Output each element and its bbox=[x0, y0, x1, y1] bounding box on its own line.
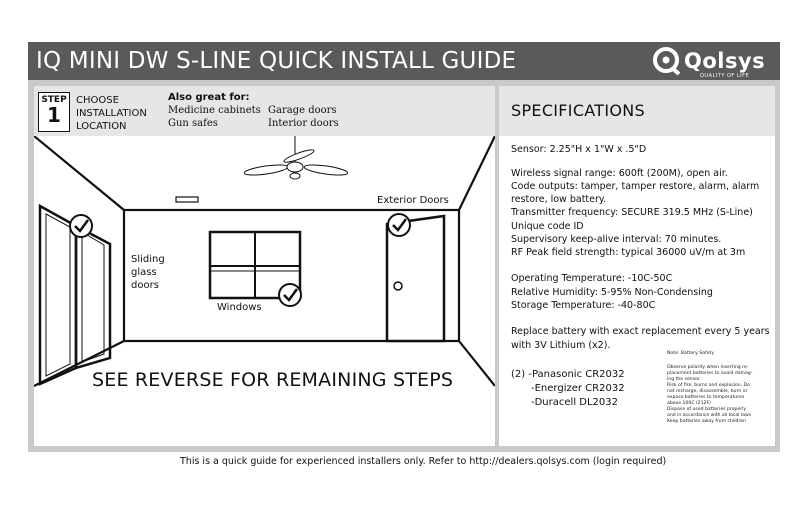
check-icon bbox=[279, 284, 301, 306]
windows-label: Windows bbox=[217, 302, 262, 313]
battery-safety-line: ing the sensor. bbox=[667, 377, 701, 382]
spec-line: Unique code ID bbox=[511, 221, 584, 232]
spec-line: Code outputs: tamper, tamper restore, alarm, alarm bbox=[511, 181, 760, 192]
reverse-notice: SEE REVERSE FOR REMAINING STEPS bbox=[92, 369, 454, 391]
check-icon bbox=[388, 214, 410, 236]
ceiling-fan-icon bbox=[244, 136, 349, 179]
battery-safety-line: expose batteries to temperatures bbox=[667, 395, 745, 400]
battery-safety-line: Dispose of used batteries properly bbox=[667, 407, 747, 412]
step-title: CHOOSE INSTALLATION LOCATION bbox=[76, 95, 147, 132]
battery-safety-line: Observe polarity when inserting re- bbox=[667, 365, 749, 370]
room-illustration bbox=[34, 136, 495, 446]
spec-line: Wireless signal range: 600ft (200M), open air. bbox=[511, 168, 728, 179]
spec-line: Supervisory keep-alive interval: 70 minutes. bbox=[511, 234, 722, 245]
battery-model: -Duracell DL2032 bbox=[531, 397, 618, 408]
spec-line: Relative Humidity: 5-95% Non-Condensing bbox=[511, 287, 713, 298]
footer-note: This is a quick guide for experienced installers only. Refer to http://dealers.qolsys.com (login required) bbox=[180, 456, 667, 467]
ceiling-light-icon bbox=[176, 197, 198, 202]
battery-safety-line: above 100C (212F) bbox=[667, 401, 711, 406]
battery-safety-title: Note: Battery Safety bbox=[667, 351, 715, 356]
battery-safety-line: placement batteries to avoid damag- bbox=[667, 371, 753, 376]
step-badge bbox=[38, 92, 70, 132]
step-number: 1 bbox=[47, 103, 61, 127]
spec-line: Sensor: 2.25"H x 1"W x .5"D bbox=[511, 144, 647, 155]
battery-safety-line: Keep batteries away from children bbox=[667, 419, 746, 424]
also-great-heading: Also great for: bbox=[168, 92, 250, 103]
battery-model: -Energizer CR2032 bbox=[531, 383, 625, 394]
spec-line: Transmitter frequency: SECURE 319.5 MHz (S-Line) bbox=[511, 207, 753, 218]
check-icon bbox=[70, 215, 92, 237]
also-great-item: Garage doors bbox=[268, 105, 337, 116]
sliding-glass-doors-label: Sliding glass doors bbox=[131, 254, 165, 291]
battery-safety-line: and in accordance with all local laws bbox=[667, 413, 752, 418]
also-great-item: Interior doors bbox=[268, 118, 339, 129]
battery-model: (2) -Panasonic CR2032 bbox=[511, 369, 625, 380]
also-great-item: Medicine cabinets bbox=[168, 105, 261, 116]
spec-line: Replace battery with exact replacement every 5 years bbox=[511, 326, 770, 337]
logo-wordmark: Qolsys bbox=[684, 49, 766, 73]
step-label: STEP bbox=[41, 95, 67, 105]
exterior-doors-label: Exterior Doors bbox=[377, 195, 449, 206]
spec-line: RF Peak field strength: typical 36000 uV/m at 3m bbox=[511, 247, 746, 258]
battery-safety-line: not recharge, disassemble, burn or bbox=[667, 389, 748, 394]
page-title: IQ MINI DW S-LINE QUICK INSTALL GUIDE bbox=[36, 48, 517, 74]
battery-safety-line: Risk of fire, burns and explosion. Do bbox=[667, 383, 750, 388]
also-great-item: Gun safes bbox=[168, 118, 218, 129]
spec-line: Storage Temperature: -40-80C bbox=[511, 300, 656, 311]
spec-line: restore, low battery. bbox=[511, 194, 607, 205]
logo-tagline: QUALITY OF LIFE bbox=[700, 73, 750, 79]
spec-line: Operating Temperature: -10C-50C bbox=[511, 273, 673, 284]
specifications-title: SPECIFICATIONS bbox=[511, 101, 646, 120]
spec-line: with 3V Lithium (x2). bbox=[511, 340, 611, 351]
